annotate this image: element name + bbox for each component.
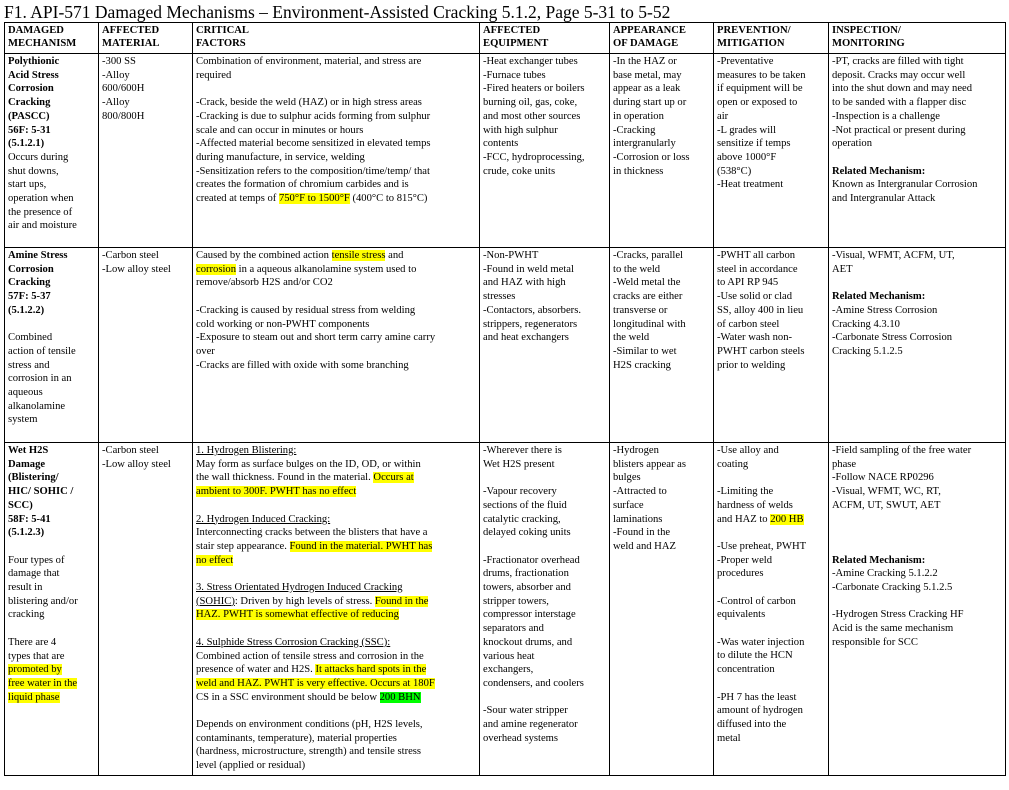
blank-line	[8, 318, 95, 332]
text-line: procedures	[717, 568, 764, 580]
text-line: 56F: 5-31	[8, 124, 51, 136]
text-line	[196, 471, 476, 485]
text-line: burning oil, gas, coke,	[483, 97, 578, 109]
text-line: -Limiting the	[717, 486, 774, 498]
highlighted-text: promoted by	[8, 664, 62, 676]
text-line: (5.1.2.2)	[8, 304, 45, 316]
text-line: system	[8, 414, 38, 426]
text-line: Wet H2S	[8, 445, 49, 456]
text-line: -Follow NACE RP0296	[832, 472, 934, 484]
text-line: of carbon steel	[717, 318, 780, 330]
text-line: -Use alloy and	[717, 445, 779, 456]
text-line: Cracking 4.3.10	[832, 318, 900, 330]
text-line: cold working or non-PWHT components	[196, 318, 370, 330]
text-line: -Fired heaters or boilers	[483, 83, 585, 95]
blank-line	[196, 499, 476, 513]
highlighted-text: ambient to 300F. PWHT has no effect	[196, 486, 357, 498]
text-line: -Carbonate Stress Corrosion	[832, 332, 953, 344]
text-line: surface	[613, 499, 644, 511]
green-highlighted-text: 200 BHN	[379, 691, 421, 703]
text-line: bulges	[613, 472, 641, 484]
text-line: coating	[717, 458, 749, 470]
text-line: -Crack, beside the weld (HAZ) or in high stress areas	[196, 97, 422, 109]
text-line: during start up or	[613, 97, 687, 109]
blank-line	[717, 622, 825, 636]
text-line: in thickness	[613, 165, 664, 177]
header-affected-equipment: AFFECTED EQUIPMENT	[480, 23, 610, 54]
text-line: Interconnecting cracks between the blisters that have a	[196, 527, 428, 539]
text-line: There are 4	[8, 636, 57, 648]
text-line: -Carbonate Cracking 5.1.2.5	[832, 581, 953, 593]
blank-line	[717, 677, 825, 691]
cell-prevention	[714, 443, 829, 776]
text-line: -Low alloy steel	[102, 458, 171, 470]
text-line: -300 SS	[102, 56, 136, 67]
text-line: -FCC, hydroprocessing,	[483, 151, 585, 163]
text-line: and most other sources	[483, 110, 581, 122]
text-line: 800/800H	[102, 110, 145, 122]
header-appearance-of-damage: APPEARANCE OF DAMAGE	[610, 23, 714, 54]
text-line: 57F: 5-37	[8, 291, 51, 303]
cell-mechanism	[5, 443, 99, 776]
text-line: -Fractionator overhead	[483, 554, 580, 566]
text-line: -Not practical or present during	[832, 124, 966, 136]
text-line: 2. Hydrogen Induced Cracking:	[196, 513, 331, 525]
text-line: crude, coke units	[483, 165, 556, 177]
text-segment: stair step appearance.	[196, 540, 290, 552]
text-line: Cracking	[8, 277, 51, 289]
text-line: open or exposed to	[717, 97, 798, 109]
cell-inspection	[829, 54, 1006, 248]
highlighted-text: free water in the	[8, 677, 78, 689]
text-line: required	[196, 69, 232, 81]
blank-line	[196, 622, 476, 636]
text-line: -Visual, WFMT, WC, RT,	[832, 486, 941, 498]
text-line: -Use solid or clad	[717, 291, 793, 303]
text-segment: created at temps of	[196, 193, 279, 205]
text-line: -Amine Cracking 5.1.2.2	[832, 568, 938, 580]
cell-prevention	[714, 54, 829, 248]
text-line: -Amine Stress Corrosion	[832, 304, 938, 316]
text-line: over	[196, 345, 215, 357]
text-line: alkanolamine	[8, 400, 66, 412]
text-line: -Attracted to	[613, 486, 667, 498]
text-line: weld and HAZ	[613, 540, 676, 552]
text-segment: Caused by the combined action	[196, 250, 332, 261]
text-line: Combined	[8, 332, 53, 344]
text-line: phase	[832, 458, 857, 470]
blank-line	[483, 691, 606, 705]
text-line: and amine regenerator	[483, 719, 578, 731]
highlighted-text: corrosion	[196, 263, 237, 275]
text-line: -Cracking	[613, 124, 656, 136]
text-line	[8, 677, 95, 691]
highlighted-text: liquid phase	[8, 691, 60, 703]
highlighted-text: Found in the material. PWHT has	[289, 540, 433, 552]
blank-line	[832, 595, 1002, 609]
highlighted-text: weld and HAZ. PWHT is very effective. Occurs at 180F	[196, 677, 435, 689]
blank-line	[196, 704, 476, 718]
text-line: hardness of welds	[717, 499, 793, 511]
text-line: -Alloy	[102, 97, 130, 109]
text-line: contaminants, temperature), material properties	[196, 732, 397, 744]
highlighted-text: Occurs at	[373, 472, 414, 484]
text-line: longitudinal with	[613, 318, 686, 330]
text-line: operation when	[8, 193, 74, 205]
blank-line	[196, 567, 476, 581]
text-line: cracks are either	[613, 291, 683, 303]
text-line	[196, 249, 476, 263]
text-line: Known as Intergranular Corrosion	[832, 179, 978, 191]
text-line: -Was water injection	[717, 636, 805, 648]
text-line: -Preventative	[717, 56, 774, 67]
text-line: the presence of	[8, 206, 73, 218]
text-line: stress and	[8, 359, 50, 371]
text-line: condensers, and coolers	[483, 677, 584, 689]
text-line: -PT, cracks are filled with tight	[832, 56, 964, 67]
text-line: types that are	[8, 650, 65, 662]
cell-equipment	[480, 443, 610, 776]
text-line: May form as surface bulges on the ID, OD, or within	[196, 458, 421, 470]
highlighted-text: 750°F to 1500°F	[278, 193, 350, 205]
text-line	[196, 677, 476, 691]
text-segment: (400°C to 815°C)	[349, 193, 428, 205]
text-line: -Carbon steel	[102, 250, 159, 261]
header-row	[5, 23, 1006, 54]
cell-inspection	[829, 443, 1006, 776]
text-line: to the weld	[613, 263, 661, 275]
text-line: -Visual, WFMT, ACFM, UT,	[832, 250, 955, 261]
text-line	[196, 485, 476, 499]
text-line	[196, 192, 476, 206]
text-line: -Low alloy steel	[102, 263, 171, 275]
text-line: -Cracking is caused by residual stress from welding	[196, 304, 416, 316]
text-line: -PH 7 has the least	[717, 691, 797, 703]
text-line: HIC/ SOHIC /	[8, 486, 74, 498]
text-line: 1. Hydrogen Blistering:	[196, 445, 297, 456]
text-line: Cracking	[8, 97, 51, 109]
text-line: appear as a leak	[613, 83, 681, 95]
text-line: -Alloy	[102, 69, 130, 81]
text-line: -Exposure to steam out and short term carry amine carry	[196, 332, 436, 344]
text-line: Related Mechanism:	[832, 291, 926, 303]
text-line: stresses	[483, 291, 516, 303]
text-line: -Cracks are filled with oxide with some branching	[196, 359, 409, 371]
text-line: Amine Stress	[8, 250, 68, 261]
text-line: metal	[717, 732, 741, 744]
text-segment: : Driven by high levels of stress.	[234, 595, 375, 607]
text-line: 58F: 5-41	[8, 513, 51, 525]
text-line: -Heat treatment	[717, 179, 784, 191]
text-line: creates the formation of chromium carbides and is	[196, 179, 409, 191]
text-line: -Weld metal the	[613, 277, 681, 289]
table-row-amine-scc	[5, 248, 1006, 443]
text-line: Acid Stress	[8, 69, 59, 81]
text-line: exchangers,	[483, 664, 534, 676]
text-line: Related Mechanism:	[832, 165, 926, 177]
text-line: ACFM, UT, SWUT, AET	[832, 499, 941, 511]
text-line: -Furnace tubes	[483, 69, 546, 81]
text-line: -Water wash non-	[717, 332, 793, 344]
text-line: intergranularly	[613, 138, 676, 150]
text-line: stripper towers,	[483, 595, 549, 607]
highlighted-text: Found in the	[374, 595, 429, 607]
text-segment: (SOHIC)	[196, 595, 235, 607]
cell-factors	[193, 248, 480, 443]
text-line: -Heat exchanger tubes	[483, 56, 578, 67]
text-line: -Found in weld metal	[483, 263, 574, 275]
header-prevention-mitigation: PREVENTION/ MITIGATION	[714, 23, 829, 54]
text-line: Corrosion	[8, 263, 54, 275]
text-line: -Field sampling of the free water	[832, 445, 972, 456]
header-critical-factors: CRITICAL FACTORS	[193, 23, 480, 54]
highlighted-text: 200 HB	[770, 513, 804, 525]
blank-line	[832, 540, 1002, 554]
text-line: Cracking 5.1.2.5	[832, 345, 903, 357]
text-line: (5.1.2.3)	[8, 527, 45, 539]
text-line: transverse or	[613, 304, 668, 316]
cell-mechanism	[5, 248, 99, 443]
text-line: equivalents	[717, 609, 766, 621]
text-line: (5.1.2.1)	[8, 138, 45, 150]
text-line: aqueous	[8, 387, 43, 399]
text-line: Four types of	[8, 554, 65, 566]
text-line: operation	[832, 138, 873, 150]
text-line: -In the HAZ or	[613, 56, 677, 67]
text-line: delayed coking units	[483, 527, 571, 539]
blank-line	[717, 581, 825, 595]
text-line	[196, 691, 476, 705]
highlighted-text: It attacks hard spots in the	[315, 664, 427, 676]
text-line: if equipment will be	[717, 83, 803, 95]
blank-line	[717, 471, 825, 485]
text-line: AET	[832, 263, 853, 275]
blank-line	[8, 622, 95, 636]
text-line: result in	[8, 582, 43, 594]
highlighted-text: HAZ. PWHT is somewhat effective of reducing	[196, 609, 399, 621]
cell-inspection	[829, 248, 1006, 443]
text-line: -Hydrogen	[613, 445, 659, 456]
text-line: to API RP 945	[717, 277, 779, 289]
document-title: F1. API-571 Damaged Mechanisms – Environment-Assisted Cracking 5.1.2, Page 5-31 to 5-52	[4, 2, 671, 22]
text-line: in operation	[613, 110, 664, 122]
text-line: and heat exchangers	[483, 332, 569, 344]
text-line: -Vapour recovery	[483, 486, 557, 498]
text-line: damage that	[8, 568, 60, 580]
text-line: above 1000°F	[717, 151, 777, 163]
text-line: strippers, regenerators	[483, 318, 578, 330]
blank-line	[196, 82, 476, 96]
text-line: -Found in the	[613, 527, 671, 539]
text-line: -PWHT all carbon	[717, 250, 796, 261]
text-line: contents	[483, 138, 519, 150]
text-line: knockout drums, and	[483, 636, 573, 648]
highlighted-text: no effect	[196, 554, 234, 566]
blank-line	[196, 290, 476, 304]
text-line: blisters appear as	[613, 458, 686, 470]
text-line: to be sanded with a flapper disc	[832, 97, 967, 109]
cell-material	[99, 443, 193, 776]
text-line: separators and	[483, 623, 544, 635]
cell-equipment	[480, 248, 610, 443]
text-line: (PASCC)	[8, 110, 50, 122]
text-line: start ups,	[8, 179, 47, 191]
cell-factors	[193, 443, 480, 776]
text-line: amount of hydrogen	[717, 705, 803, 717]
text-line: -L grades will	[717, 124, 777, 136]
blank-line	[483, 540, 606, 554]
text-segment: in a aqueous alkanolamine system used to	[236, 263, 417, 275]
cell-equipment	[480, 54, 610, 248]
text-line: Damage	[8, 458, 46, 470]
text-line	[196, 608, 476, 622]
text-line: Occurs during	[8, 151, 69, 163]
text-line: 4. Sulphide Stress Corrosion Cracking (SSC):	[196, 636, 391, 648]
header-affected-material: AFFECTED MATERIAL	[99, 23, 193, 54]
text-line	[196, 663, 476, 677]
blank-line	[832, 151, 1002, 165]
text-line: and Intergranular Attack	[832, 193, 936, 205]
text-line: -Non-PWHT	[483, 250, 539, 261]
text-line: overhead systems	[483, 732, 559, 744]
cell-appearance	[610, 248, 714, 443]
text-line: Polythionic	[8, 56, 60, 67]
damage-mechanism-table	[4, 22, 1006, 776]
text-line	[196, 263, 476, 277]
blank-line	[8, 540, 95, 554]
cell-prevention	[714, 248, 829, 443]
header-damaged-mechanism: DAMAGED MECHANISM	[5, 23, 99, 54]
text-line: Acid is the same mechanism	[832, 623, 954, 635]
text-line: -Cracks, parallel	[613, 250, 684, 261]
text-line: SCC)	[8, 499, 33, 511]
text-line: measures to be taken	[717, 69, 806, 81]
text-line: -Control of carbon	[717, 595, 796, 607]
text-line: Wet H2S present	[483, 458, 555, 470]
text-line: PWHT carbon steels	[717, 345, 805, 357]
text-line: diffused into the	[717, 718, 787, 730]
blank-line	[832, 526, 1002, 540]
text-line	[8, 691, 95, 705]
text-line: various heat	[483, 650, 535, 662]
text-line: cracking	[8, 609, 45, 621]
text-line: -Wherever there is	[483, 445, 562, 456]
text-line: towers, absorber and	[483, 582, 571, 593]
text-segment: and HAZ to	[717, 513, 771, 525]
text-line: 3. Stress Orientated Hydrogen Induced Cracking	[196, 582, 403, 593]
text-line: with high sulphur	[483, 124, 558, 136]
text-line: corrosion in an	[8, 373, 72, 385]
text-line: Combination of environment, material, and stress are	[196, 56, 422, 67]
cell-mechanism	[5, 54, 99, 248]
text-line	[8, 663, 95, 677]
text-line: H2S cracking	[613, 359, 671, 371]
highlighted-text: tensile stress	[331, 250, 386, 261]
text-line: the weld	[613, 332, 650, 344]
text-line: air	[717, 110, 729, 122]
text-line: prior to welding	[717, 359, 786, 371]
text-line: responsible for SCC	[832, 636, 918, 648]
text-segment: the wall thickness. Found in the material.	[196, 472, 374, 484]
text-line: remove/absorb H2S and/or CO2	[196, 277, 333, 289]
text-line: sections of the fluid	[483, 499, 567, 511]
text-line: steel in accordance	[717, 263, 798, 275]
blank-line	[832, 276, 1002, 290]
text-line: sensitize if temps	[717, 138, 791, 150]
text-line: action of tensile	[8, 345, 76, 357]
text-segment: and	[385, 250, 404, 261]
text-line: SS, alloy 400 in lieu	[717, 304, 804, 316]
text-line: -Sour water stripper	[483, 705, 568, 717]
text-line: laminations	[613, 513, 663, 525]
text-line: Combined action of tensile stress and corrosion in the	[196, 650, 424, 662]
text-line: catalytic cracking,	[483, 513, 561, 525]
text-line: (Blistering/	[8, 472, 59, 484]
text-line: during manufacture, in service, welding	[196, 151, 365, 163]
text-line: compressor interstage	[483, 609, 576, 621]
text-line: Corrosion	[8, 83, 54, 95]
text-line	[196, 540, 476, 554]
text-line: Depends on environment conditions (pH, H2S levels,	[196, 719, 423, 730]
text-line: -Use preheat, PWHT	[717, 540, 807, 552]
text-line: (538°C)	[717, 165, 752, 177]
text-line: level (applied or residual)	[196, 760, 306, 772]
header-inspection-monitoring: INSPECTION/ MONITORING	[829, 23, 1006, 54]
text-line: to dilute the HCN	[717, 650, 793, 662]
text-line	[196, 554, 476, 568]
text-line: -Sensitization refers to the composition/time/temp/ that	[196, 165, 430, 177]
table-row-pascc	[5, 54, 1006, 248]
cell-appearance	[610, 443, 714, 776]
text-line: -Proper weld	[717, 554, 773, 566]
text-line: -Affected material become sensitized in elevated temps	[196, 138, 431, 150]
text-line: drums, fractionation	[483, 568, 569, 580]
text-line: and HAZ with high	[483, 277, 566, 289]
text-line: -Cracking is due to sulphur acids forming from sulphur	[196, 110, 431, 122]
text-line: base metal, may	[613, 69, 682, 81]
text-line: concentration	[717, 664, 775, 676]
blank-line	[717, 526, 825, 540]
text-line: Related Mechanism:	[832, 554, 926, 566]
text-segment: CS in a SSC environment should be below	[196, 691, 380, 703]
text-line: -Inspection is a challenge	[832, 110, 940, 122]
text-line: shut downs,	[8, 165, 59, 177]
text-line: air and moisture	[8, 220, 77, 232]
text-line: (hardness, microstructure, strength) and tensile stress	[196, 746, 422, 758]
text-line: 600/600H	[102, 83, 145, 95]
text-line: -Hydrogen Stress Cracking HF	[832, 609, 964, 621]
text-line	[717, 513, 825, 527]
cell-factors	[193, 54, 480, 248]
text-line: blistering and/or	[8, 595, 78, 607]
blank-line	[483, 471, 606, 485]
cell-material	[99, 248, 193, 443]
text-line: scale and can occur in minutes or hours	[196, 124, 364, 136]
text-line: into the shut down and may need	[832, 83, 973, 95]
cell-appearance	[610, 54, 714, 248]
text-segment: presence of water and H2S.	[196, 664, 316, 676]
blank-line	[832, 513, 1002, 527]
text-line: -Similar to wet	[613, 345, 677, 357]
cell-material	[99, 54, 193, 248]
text-line: -Corrosion or loss	[613, 151, 690, 163]
text-line	[196, 595, 476, 609]
text-line: -Carbon steel	[102, 445, 159, 456]
text-line: deposit. Cracks may occur well	[832, 69, 966, 81]
text-line: -Contactors, absorbers.	[483, 304, 581, 316]
table-row-wet-h2s	[5, 443, 1006, 776]
